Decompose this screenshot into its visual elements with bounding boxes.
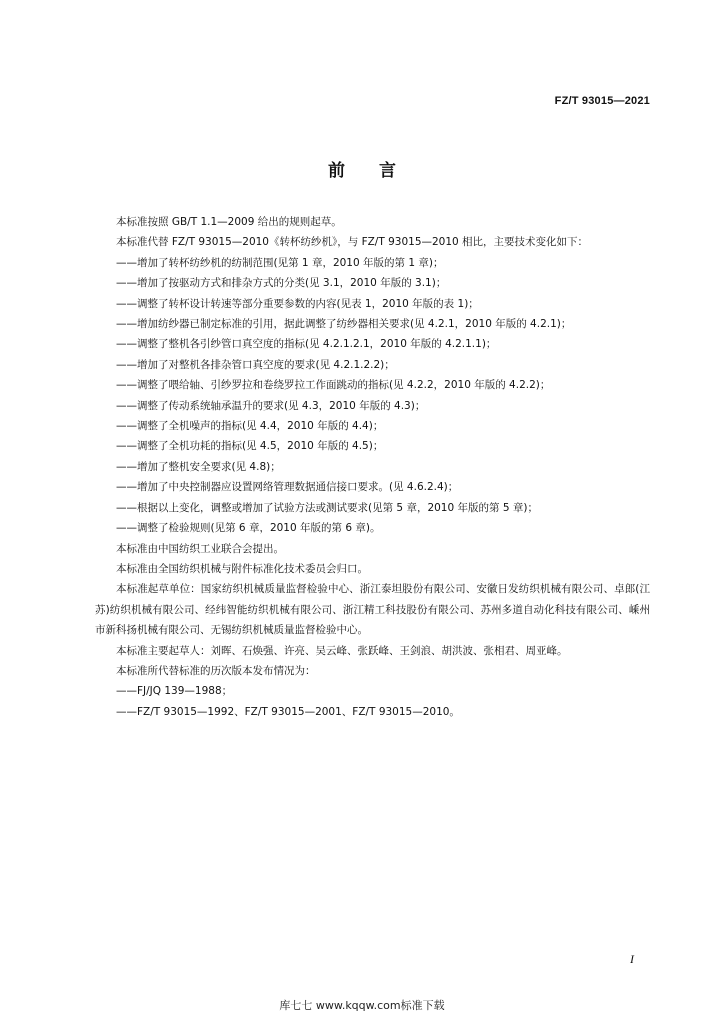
change-item: ——调整了全机功耗的指标(见 4.5，2010 年版的 4.5)；	[116, 440, 384, 453]
change-item: ——调整了转杯设计转速等部分重要参数的内容(见表 1，2010 年版的表 1)；	[116, 297, 479, 310]
document-body	[95, 212, 650, 722]
change-item: ——调整了检验规则(见第 6 章，2010 年版的第 6 章)。	[116, 522, 381, 535]
paragraph: 本标准由全国纺织机械与附件标准化技术委员会归口。	[116, 562, 368, 575]
change-item: ——调整了传动系统轴承温升的要求(见 4.3，2010 年版的 4.3)；	[116, 399, 426, 412]
history-item: ——FZ/T 93015—1992、FZ/T 93015—2001、FZ/T 93015—2010。	[116, 705, 460, 718]
watermark-text: 库七七 www.kqqw.com标准下载	[279, 999, 445, 1012]
change-item: ——调整了整机各引纱管口真空度的指标(见 4.2.1.2.1，2010 年版的 4.2.1.1)；	[116, 338, 497, 351]
change-item: ——增加了转杯纺纱机的纺制范围(见第 1 章，2010 年版的第 1 章)；	[116, 256, 444, 269]
change-item: ——调整了全机噪声的指标(见 4.4，2010 年版的 4.4)；	[116, 420, 384, 433]
paragraph: 本标准所代替标准的历次版本发布情况为：	[116, 664, 316, 677]
change-item: ——增加了对整机各排杂管口真空度的要求(见 4.2.1.2.2)；	[116, 358, 395, 371]
page-number: I	[630, 952, 634, 966]
paragraph: 本标准由中国纺织工业联合会提出。	[116, 542, 284, 555]
paragraph: 本标准按照 GB/T 1.1—2009 给出的规则起草。	[116, 216, 342, 228]
drafting-units-paragraph: 本标准起草单位：国家纺织机械质量监督检验中心、浙江泰坦股份有限公司、安徽日发纺织机械有限公司、卓郎(江苏)纺织机械有限公司、经纬智能纺织机械有限公司、浙江精工科技股份有限公司、苏州多道自动化科技有限公司、嵊州市新科扬机械有限公司、无锡纺织机械质量监督检验中心。	[95, 583, 650, 637]
paragraph: 本标准代替 FZ/T 93015—2010《转杯纺纱机》，与 FZ/T 93015—2010 相比，主要技术变化如下：	[116, 236, 589, 249]
change-item: ——调整了喂给轴、引纱罗拉和卷绕罗拉工作面跳动的指标(见 4.2.2，2010 年版的 4.2.2)；	[116, 379, 551, 392]
paragraph: 本标准主要起草人：刘晖、石焕强、许亮、吴云峰、张跃峰、王剑浪、胡洪波、张相君、周亚峰。	[116, 644, 568, 657]
change-item: ——根据以上变化，调整或增加了试验方法或测试要求(见第 5 章，2010 年版的第 5 章)；	[116, 501, 538, 514]
change-item: ——增加了按驱动方式和排杂方式的分类(见 3.1，2010 年版的 3.1)；	[116, 277, 447, 290]
page-title: 前言	[328, 161, 430, 181]
standard-number: FZ/T 93015—2021	[554, 95, 650, 107]
history-item: ——FJ/JQ 139—1988；	[116, 685, 233, 698]
change-item: ——增加了中央控制器应设置网络管理数据通信接口要求。(见 4.6.2.4)；	[116, 481, 459, 494]
change-item: ——增加纺纱器已制定标准的引用，据此调整了纺纱器相关要求(见 4.2.1，2010 年版的 4.2.1)；	[116, 318, 572, 331]
change-item: ——增加了整机安全要求(见 4.8)；	[116, 460, 281, 473]
